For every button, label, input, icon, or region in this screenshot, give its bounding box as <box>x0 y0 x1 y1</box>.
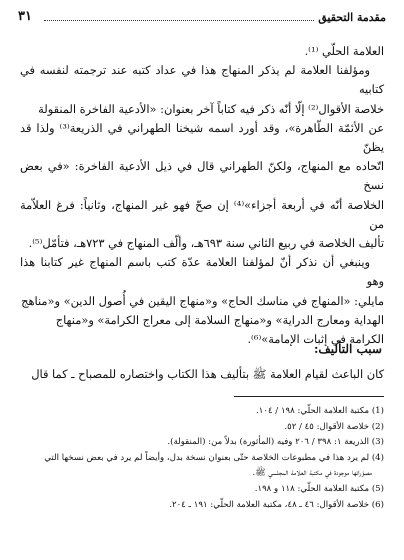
body-line: وينبغي أن نذكر أنّ لمؤلفنا العلامة عدّة كتب باسم المنهاج غير كتابنا هذا وهو <box>20 255 384 289</box>
body-line: ومؤلفنا العلامة لم يذكر المنهاج هذا في عداد كتبه عند ترجمته لنفسه في كتابيه <box>20 63 384 97</box>
page-number: ٣١ <box>18 9 32 24</box>
body-line: اتّحاده مع المنهاج، ولكنّ الطهراني قال في ذيل الأدعية الفاخرة: «في بعض نسخ <box>20 159 384 193</box>
footnotes <box>20 404 384 513</box>
body-text <box>20 42 384 349</box>
footnote: (6) خلاصة الأقوال: ٤٦ ـ ٤٨، مكتبة العلامة الحلّي: ١٩١ ـ ٢٠٤. <box>169 499 384 510</box>
footnote-continuation: مصوّراتها موجودة في مكتبة العلامة المجلسي ﷺ. <box>252 468 372 479</box>
body-line: تأليف الخلاصة في ربيع الثاني سنة ٦٩٣هـ، وألّف المنهاج في ٧٢٣هـ، فتأمّل⁽⁵⁾. <box>28 236 384 251</box>
page-header <box>18 6 386 28</box>
running-title: مقدمة التحقيق <box>318 11 386 24</box>
body-line: الكرامة في إثبات الإمامة»⁽⁶⁾. <box>247 332 384 347</box>
body-line: الخلاصة أنّه في أربعة أجزاء»⁽⁴⁾ إن صحّ فهو غير المنهاج، وثانياً: فرغ العلاّمة من <box>20 197 384 231</box>
footnote: (4) لم يرد هذا في مطبوعات الخلاصة حتّى بعنوان نسخة بدل، وأيضاً لم يرد في بعض نسخها التي <box>44 452 384 463</box>
body-line: عن الأئمّة الطّاهرة»، وقد أورد اسمه شيخنا الطهراني في الذريعة⁽³⁾ ولذا قد يظنّ <box>20 120 384 155</box>
body-line: الهداية ومعارج الدراية» و«منهاج السلامة إلى معراج الكرامة» و«منهاج <box>55 312 384 327</box>
footnote: (5) مكتبة العلامة الحلّي: ١١٨ و ١٩٨. <box>254 483 384 494</box>
footnote: (2) خلاصة الأقوال: ٤٥ / ٥٢. <box>284 421 384 432</box>
body-line: خلاصة الأقوال⁽²⁾ إلّا أنّه ذكر فيه كتاباً آخر بعنوان: «الأدعية الفاخرة المنقولة <box>38 101 384 116</box>
footnote-separator <box>234 396 384 397</box>
body-line: مايلي: «المنهاج في مناسك الحاج» و«منهاج اليقين في أُصول الدين» و«مناهج <box>21 293 384 308</box>
body-line: العلامة الحلّي ⁽¹⁾. <box>304 44 384 58</box>
footnote: (1) مكتبة العلامة الحلّي: ١٩٨ / ١٠٤. <box>255 406 384 416</box>
section-body-line: كان الباعث لقيام العلامة ﷺ بتأليف هذا الكتاب واختصاره للمصباح ـ كما قال <box>31 367 384 381</box>
header-dotted-leader <box>44 20 314 21</box>
footnote: (3) الذريعة ١: ٣٩٨ / ٢٠٦ وفيه (المأثورة) بدلاً من: (المنقولة). <box>167 437 384 448</box>
section-heading: سبب التأليف: <box>313 342 382 356</box>
